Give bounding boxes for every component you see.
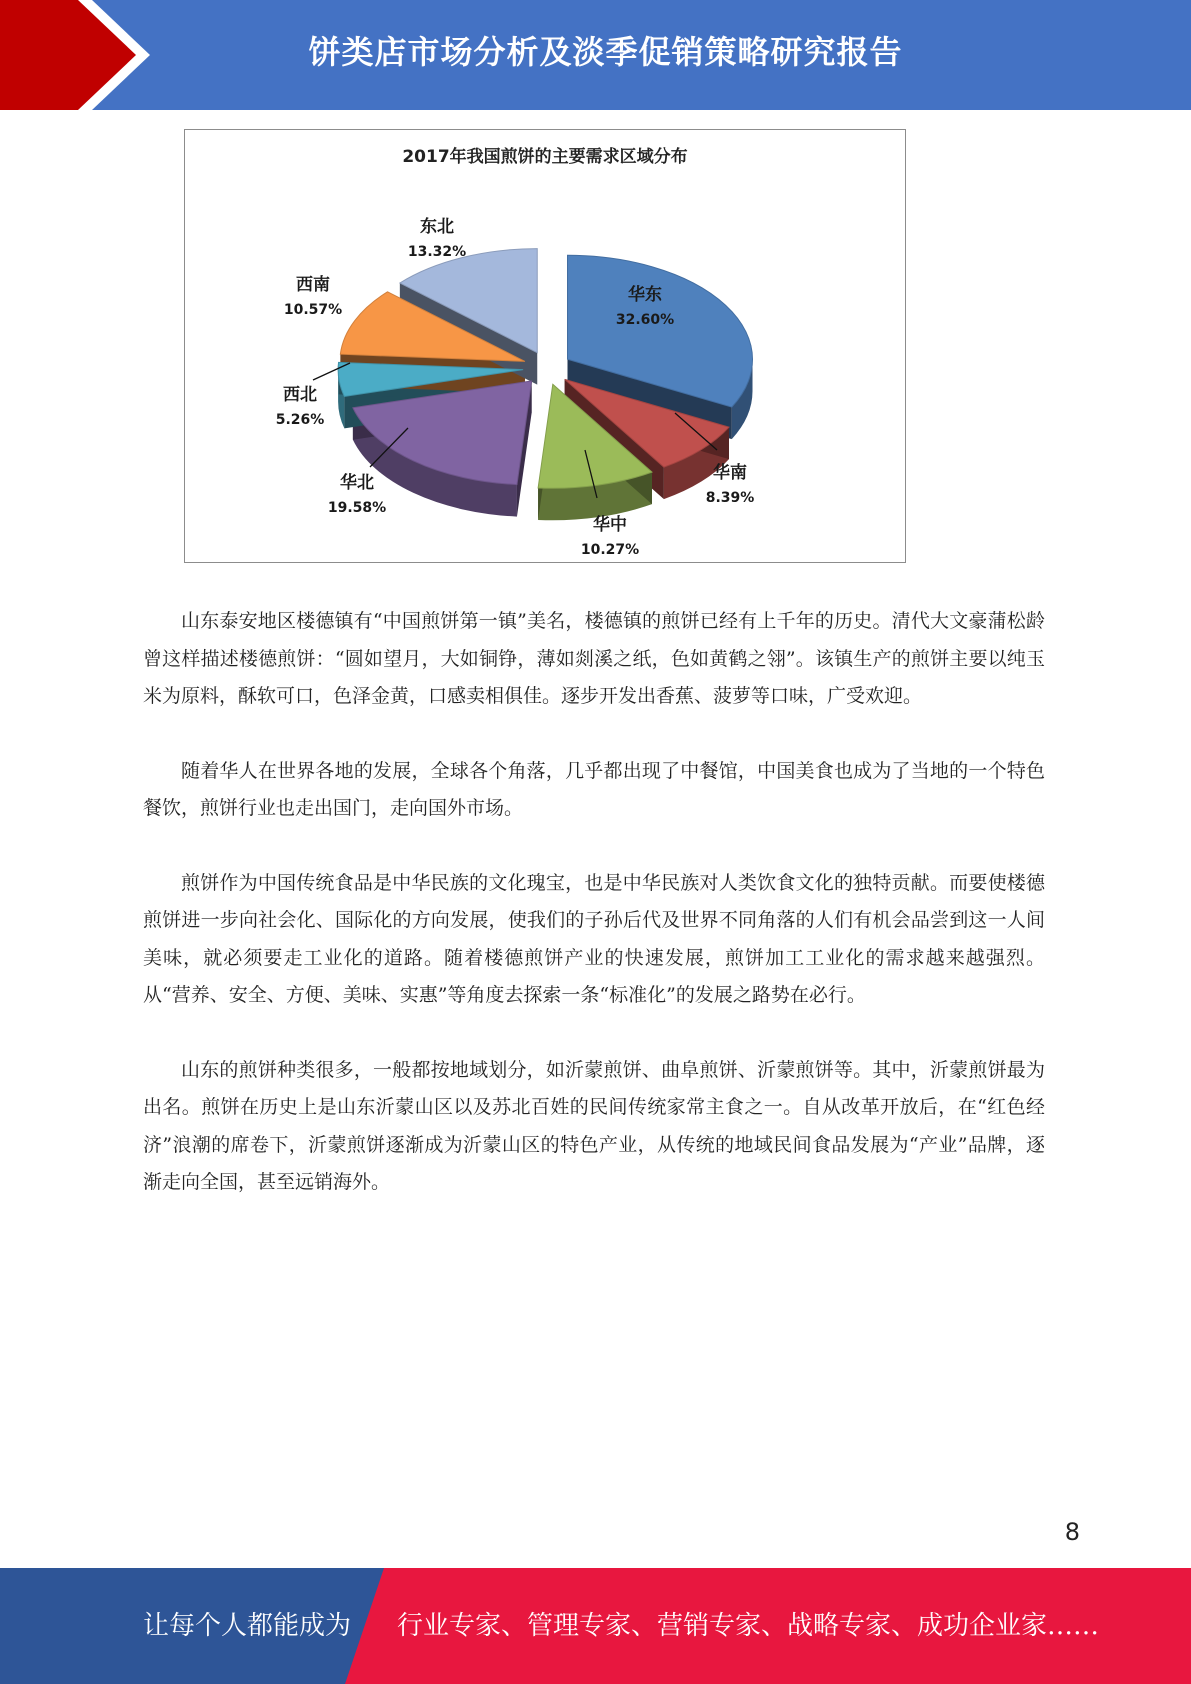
slice-value-2: 10.27%	[580, 542, 640, 558]
paragraph-4: 山东的煎饼种类很多，一般都按地域划分，如沂蒙煎饼、曲阜煎饼、沂蒙煎饼等。其中，沂蒙煎饼最为出名。煎饼在历史上是山东沂蒙山区以及苏北百姓的民间传统家常主食之一。自从改革开放后，在“红色经济”浪潮的席卷下，沂蒙煎饼逐渐成为沂蒙山区的特色产业，从传统的地域民间食品发展为“产业”品牌，逐渐走向全国，甚至远销海外。	[143, 1058, 1045, 1193]
page-number: 8	[1064, 1518, 1080, 1546]
chart-figure	[184, 129, 906, 563]
chart-title: 2017年我国煎饼的主要需求区域分布	[402, 147, 688, 167]
page-header	[0, 0, 1191, 110]
report-title: 饼类店市场分析及淡季促销策略研究报告	[308, 33, 903, 71]
pie-chart	[185, 130, 905, 562]
slice-label-5: 西南	[296, 275, 330, 295]
page-footer	[0, 1568, 1191, 1684]
slice-value-6: 13.32%	[407, 244, 467, 260]
slice-value-1: 8.39%	[705, 490, 755, 506]
paragraph-2: 随着华人在世界各地的发展，全球各个角落，几乎都出现了中餐馆，中国美食也成为了当地的一个特色餐饮，煎饼行业也走出国门，走向国外市场。	[143, 759, 1045, 819]
slice-label-2: 华中	[593, 515, 627, 535]
footer-slogan-left: 让每个人都能成为	[143, 1611, 352, 1641]
footer-slogan-right: 行业专家、管理专家、营销专家、战略专家、成功企业家……	[397, 1611, 1100, 1641]
paragraph-1: 山东泰安地区楼德镇有“中国煎饼第一镇”美名，楼德镇的煎饼已经有上千年的历史。清代大文豪蒲松龄曾这样描述楼德煎饼：“圆如望月，大如铜铮，薄如剡溪之纸，色如黄鹤之翎”。该镇生产的煎饼主要以纯玉米为原料，酥软可口，色泽金黄，口感卖相俱佳。逐步开发出香蕉、菠萝等口味，广受欢迎。	[143, 610, 1045, 707]
slice-label-1: 华南	[713, 463, 747, 483]
slice-value-3: 19.58%	[327, 500, 387, 516]
slice-label-6: 东北	[420, 217, 454, 237]
slice-value-4: 5.26%	[275, 412, 325, 428]
slice-value-0: 32.60%	[615, 312, 675, 328]
slice-label-0: 华东	[628, 285, 662, 305]
slice-label-3: 华北	[340, 473, 374, 493]
slice-value-5: 10.57%	[283, 302, 343, 318]
body-text	[143, 603, 1045, 1239]
paragraph-3: 煎饼作为中国传统食品是中华民族的文化瑰宝，也是中华民族对人类饮食文化的独特贡献。而要使楼德煎饼进一步向社会化、国际化的方向发展，使我们的子孙后代及世界不同角落的人们有机会品尝到这一人间美味，就必须要走工业化的道路。随着楼德煎饼产业的快速发展，煎饼加工工业化的需求越来越强烈。从“营养、安全、方便、美味、实惠”等角度去探索一条“标准化”的发展之路势在必行。	[143, 871, 1045, 1006]
slice-label-4: 西北	[283, 385, 317, 405]
